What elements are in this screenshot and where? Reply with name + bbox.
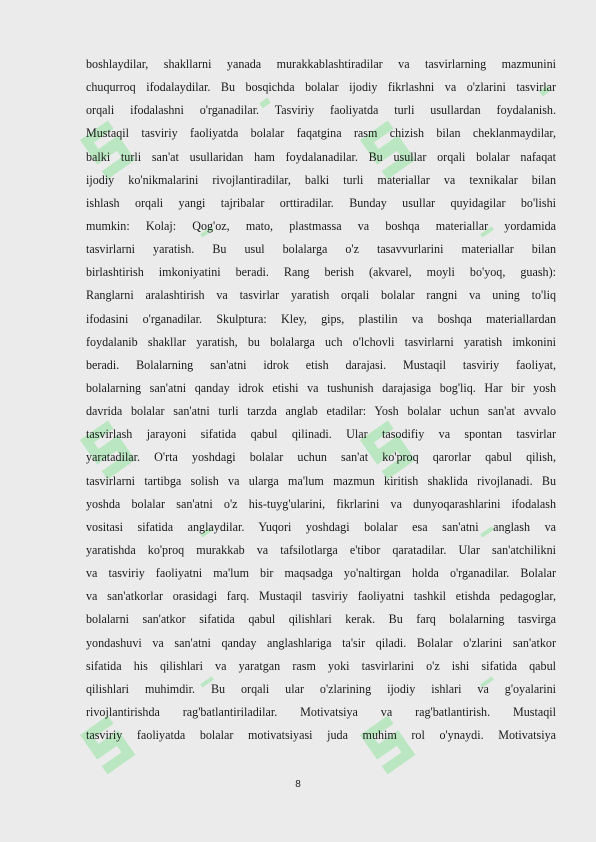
text-line: bolalarni san'atkor sifatida qabul qilishlari kerak. Bu farq bolalarning tasvirga [86,612,556,627]
text-line: sifatida his qilishlari va yaratgan rasm yoki tasvirlarini o'z ishi sifatida qabul [86,658,556,673]
text-line: beradi. Bolalarning san'atni idrok etish darajasi. Mustaqil tasviriy faoliyat, [86,357,556,372]
text-line: yoshda bolalar san'atni o'z his-tuyg'ularini, fikrlarini va dunyoqarashlarini ifodalash [86,496,556,511]
text-line: mumkin: Kolaj: Qog'oz, mato, plastmassa va boshqa materiallar yordamida [86,218,556,233]
text-line: bolalarning san'atni qanday idrok etishi va tushunish darajasiga bog'liq. Har bir yosh [86,380,556,395]
text-line: yondashuvi va san'atni qanday anglashlariga ta'sir qiladi. Bolalar o'zlarini san'atkor [86,635,556,650]
page-number: 8 [295,779,301,790]
text-line: va tasviriy faoliyatni ma'lum bir maqsadga yo'naltirgan holda o'rganadilar. Bolalar [86,566,556,581]
text-line: tasviriy faoliyatda bolalar motivatsiyasi juda muhim rol o'ynaydi. Motivatsiya [86,728,556,743]
text-line: tasvirlarni tartibga solish va ularga ma'lum mazmun kiritish shaklida rivojlanadi. Bu [86,473,556,488]
text-line: tasvirlash jarayoni sifatida qabul qilinadi. Ular tasodifiy va spontan tasvirlar [86,427,556,442]
text-line: rivojlantirishda rag'batlantiriladilar. Motivatsiya va rag'batlantirish. Mustaqil [86,704,556,719]
text-line: balki turli san'at usullaridan ham foydalanadilar. Bu usullar orqali bolalar nafaqat [86,149,556,164]
text-line: birlashtirish imkoniyatini beradi. Rang berish (akvarel, moyli bo'yoq, guash): [86,265,556,280]
text-line: foydalanib shakllar yaratish, bu bolalarga uch o'lchovli tasvirlarni yaratish imkonini [86,334,556,349]
text-line: ifodasini o'rganadilar. Skulptura: Kley, gips, plastilin va boshqa materiallardan [86,311,556,326]
text-line: Ranglarni aralashtirish va tasvirlar yaratish orqali bolalar rangni va uning to'liq [86,288,556,303]
text-line: yaratadilar. O'rta yoshdagi bolalar uchun san'at ko'proq qarorlar qabul qilish, [86,450,556,465]
text-line: tasvirlarni yaratish. Bu usul bolalarga o'z tasavvurlarini materiallar bilan [86,242,556,257]
text-line: va san'atkorlar orasidagi farq. Mustaqil tasviriy faoliyatni tashkil etishda pedagoglar, [86,589,556,604]
text-line: orqali ifodalashni o'rganadilar. Tasviriy faoliyatda turli usullardan foydalanish. [86,103,556,118]
body-text [86,53,556,747]
text-line: davrida bolalar san'atni turli tarzda anglab etadilar: Yosh bolalar uchun san'at avvalo [86,404,556,419]
text-line: Mustaqil tasviriy faoliyatda bolalar faqatgina rasm chizish bilan cheklanmaydilar, [86,126,556,141]
text-line: ishlash orqali yangi tajribalar orttiradilar. Bunday usullar quyidagilar bo'lishi [86,195,556,210]
text-line: ijodiy ko'nikmalarini rivojlantiradilar, balki turli materiallar va texnikalar bilan [86,172,556,187]
text-line: yaratishda ko'proq murakkab va tafsilotlarga e'tibor qaratadilar. Ular san'atchilikni [86,542,556,557]
text-line: qilishlari muhimdir. Bu orqali ular o'zlarining ijodiy ishlari va g'oyalarini [86,681,556,696]
text-line: vositasi sifatida anglaydilar. Yuqori yoshdagi bolalar esa san'atni anglash va [86,519,556,534]
text-line: chuqurroq ifodalaydilar. Bu bosqichda bolalar ijodiy fikrlashni va o'zlarini tasvirlar [86,80,556,95]
text-line: boshlaydilar, shakllarni yanada murakkablashtiradilar va tasvirlarning mazmunini [86,57,556,71]
